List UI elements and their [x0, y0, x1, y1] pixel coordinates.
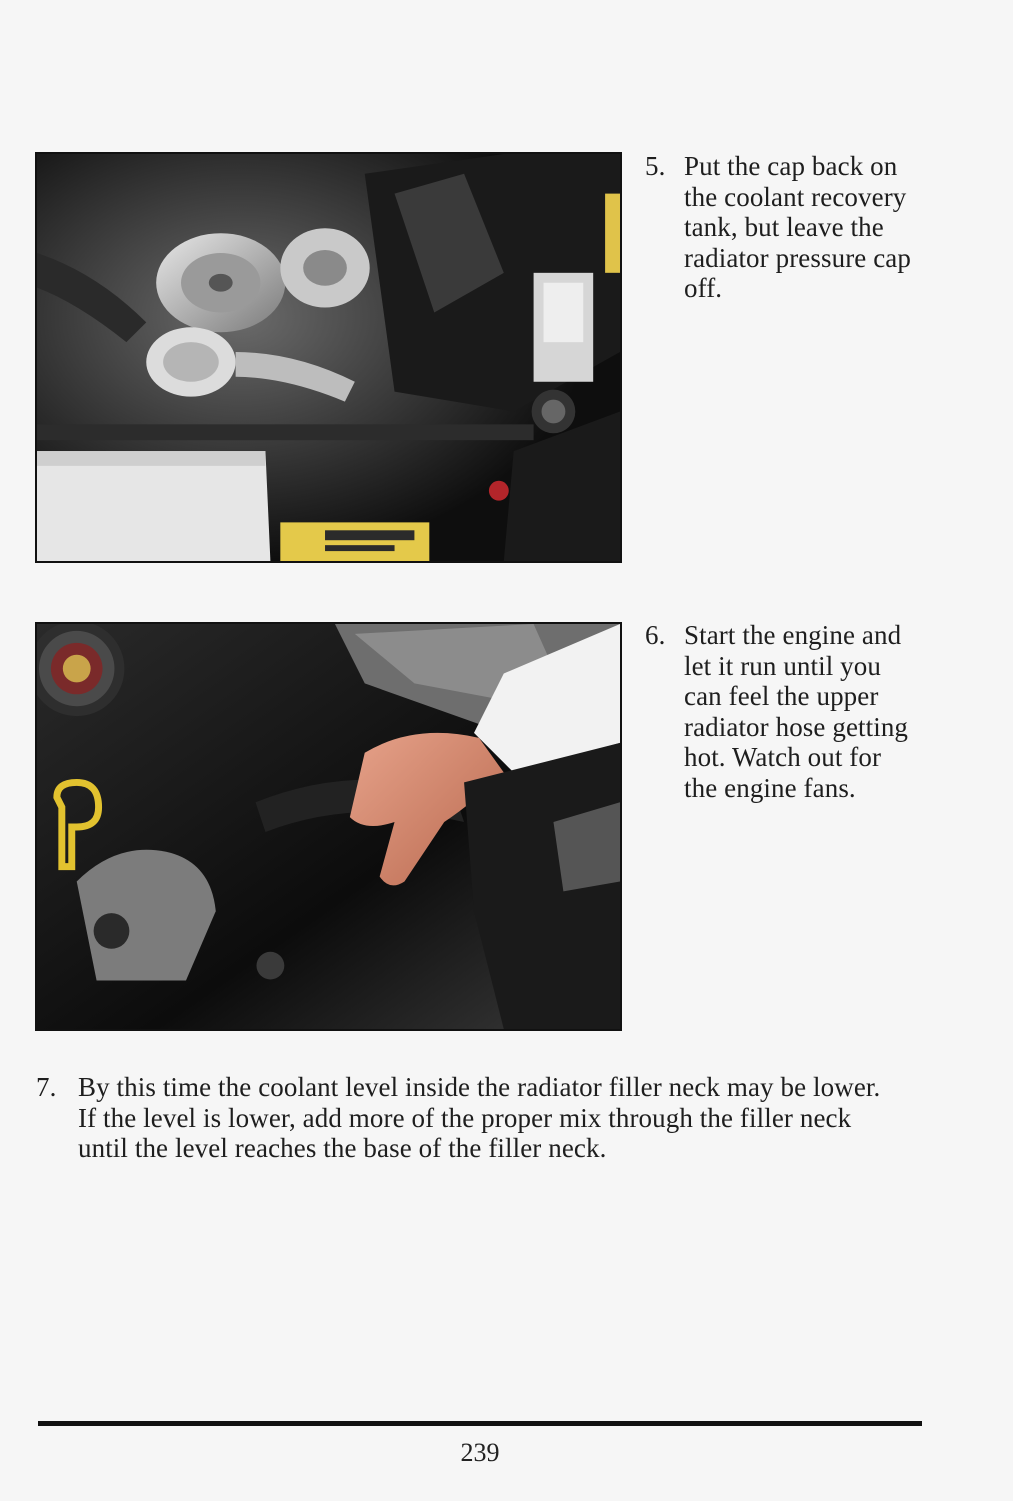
engine-compartment-illustration	[37, 154, 620, 561]
step-6-number: 6.	[645, 620, 666, 650]
step-7-number: 7.	[36, 1072, 57, 1102]
step-6-text: Start the engine and let it run until you can feel the upper radiator hose getting hot. Watch out for the engine fans.	[684, 620, 909, 803]
step-7	[36, 1072, 936, 1164]
step-7-text: By this time the coolant level inside the radiator filler neck may be lower. If the level is lower, add more of the proper mix through the filler neck until the level reaches the base of the filler neck.	[78, 1072, 881, 1164]
footer-rule	[38, 1421, 922, 1426]
step-5	[645, 151, 945, 304]
page-number: 239	[460, 1438, 500, 1467]
step-5-number: 5.	[645, 151, 666, 181]
hand-on-radiator-hose-photo	[35, 622, 622, 1031]
step-5-text: Put the cap back on the coolant recovery tank, but leave the radiator pressure cap off.	[684, 151, 911, 304]
hand-on-hose-illustration	[37, 624, 620, 1029]
engine-compartment-photo	[35, 152, 622, 563]
step-6	[645, 620, 945, 804]
